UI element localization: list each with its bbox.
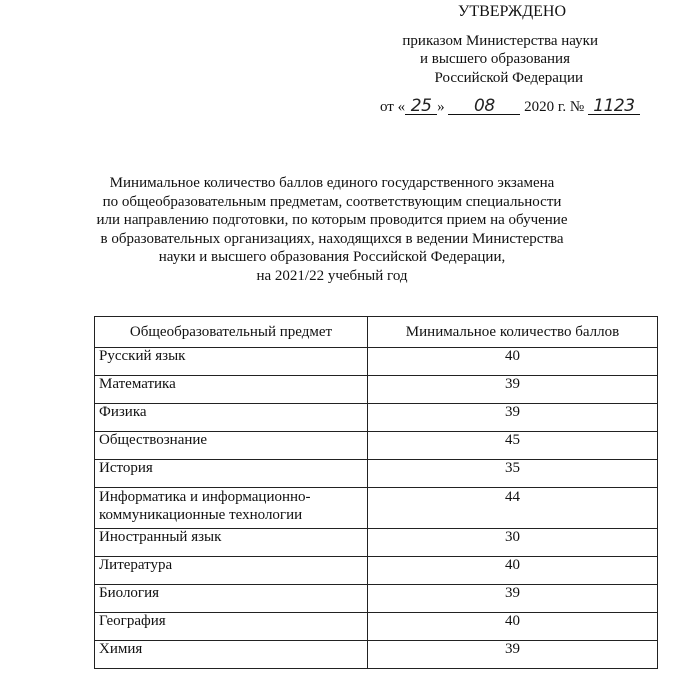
subject-cell: Иностранный язык — [95, 529, 368, 557]
table-row — [95, 348, 658, 376]
document-title — [0, 174, 694, 285]
title-line: по общеобразовательным предметам, соответствующим специальности — [102, 193, 562, 210]
date-mid: » — [437, 99, 449, 115]
score-cell: 40 — [368, 613, 658, 641]
title-line: Минимальное количество баллов единого государственного экзамена — [109, 175, 555, 191]
subject-cell: История — [95, 460, 368, 488]
table-row — [95, 404, 658, 432]
order-line-2: и высшего образования — [420, 51, 570, 67]
subject-cell: Биология — [95, 585, 368, 613]
score-cell: 39 — [368, 404, 658, 432]
score-cell: 39 — [368, 585, 658, 613]
approved-stamp: УТВЕРЖДЕНО — [458, 3, 567, 20]
score-cell: 35 — [368, 460, 658, 488]
score-cell: 39 — [368, 376, 658, 404]
table-row — [95, 641, 658, 669]
order-date-line — [380, 98, 640, 116]
table-row — [95, 529, 658, 557]
score-cell: 44 — [368, 488, 658, 529]
subject-cell: Физика — [95, 404, 368, 432]
scores-table — [94, 316, 658, 669]
table-row — [95, 376, 658, 404]
header-min-score: Минимальное количество баллов — [368, 317, 658, 348]
order-month: 08 — [448, 98, 520, 115]
order-day: 25 — [405, 98, 437, 115]
header-subject: Общеобразовательный предмет — [95, 317, 368, 348]
table-header-row — [95, 317, 658, 348]
subject-cell: География — [95, 613, 368, 641]
subject-cell: Обществознание — [95, 432, 368, 460]
score-cell: 45 — [368, 432, 658, 460]
subject-cell: Литература — [95, 557, 368, 585]
table-row — [95, 585, 658, 613]
subject-cell: Математика — [95, 376, 368, 404]
score-cell: 40 — [368, 348, 658, 376]
score-cell: 40 — [368, 557, 658, 585]
title-line: на 2021/22 учебный год — [256, 267, 408, 284]
table-row — [95, 488, 658, 529]
subject-cell: Русский язык — [95, 348, 368, 376]
score-cell: 30 — [368, 529, 658, 557]
order-line-1: приказом Министерства науки — [402, 33, 598, 49]
table-row — [95, 432, 658, 460]
order-number: 1123 — [588, 98, 640, 115]
subject-cell: Информатика и информационно-коммуникационные технологии — [95, 488, 368, 529]
table-row — [95, 557, 658, 585]
table-row — [95, 613, 658, 641]
title-line: науки и высшего образования Российской Федерации, — [158, 249, 506, 265]
title-line: в образовательных организациях, находящихся в ведении Министерства — [100, 230, 564, 247]
order-year: 2020 г. № — [524, 99, 585, 115]
score-cell: 39 — [368, 641, 658, 669]
order-line-3: Российской Федерации — [434, 70, 583, 86]
title-line: или направлению подготовки, по которым проводится прием на обучение — [96, 212, 568, 228]
table-row — [95, 460, 658, 488]
subject-cell: Химия — [95, 641, 368, 669]
date-prefix: от « — [380, 99, 406, 115]
